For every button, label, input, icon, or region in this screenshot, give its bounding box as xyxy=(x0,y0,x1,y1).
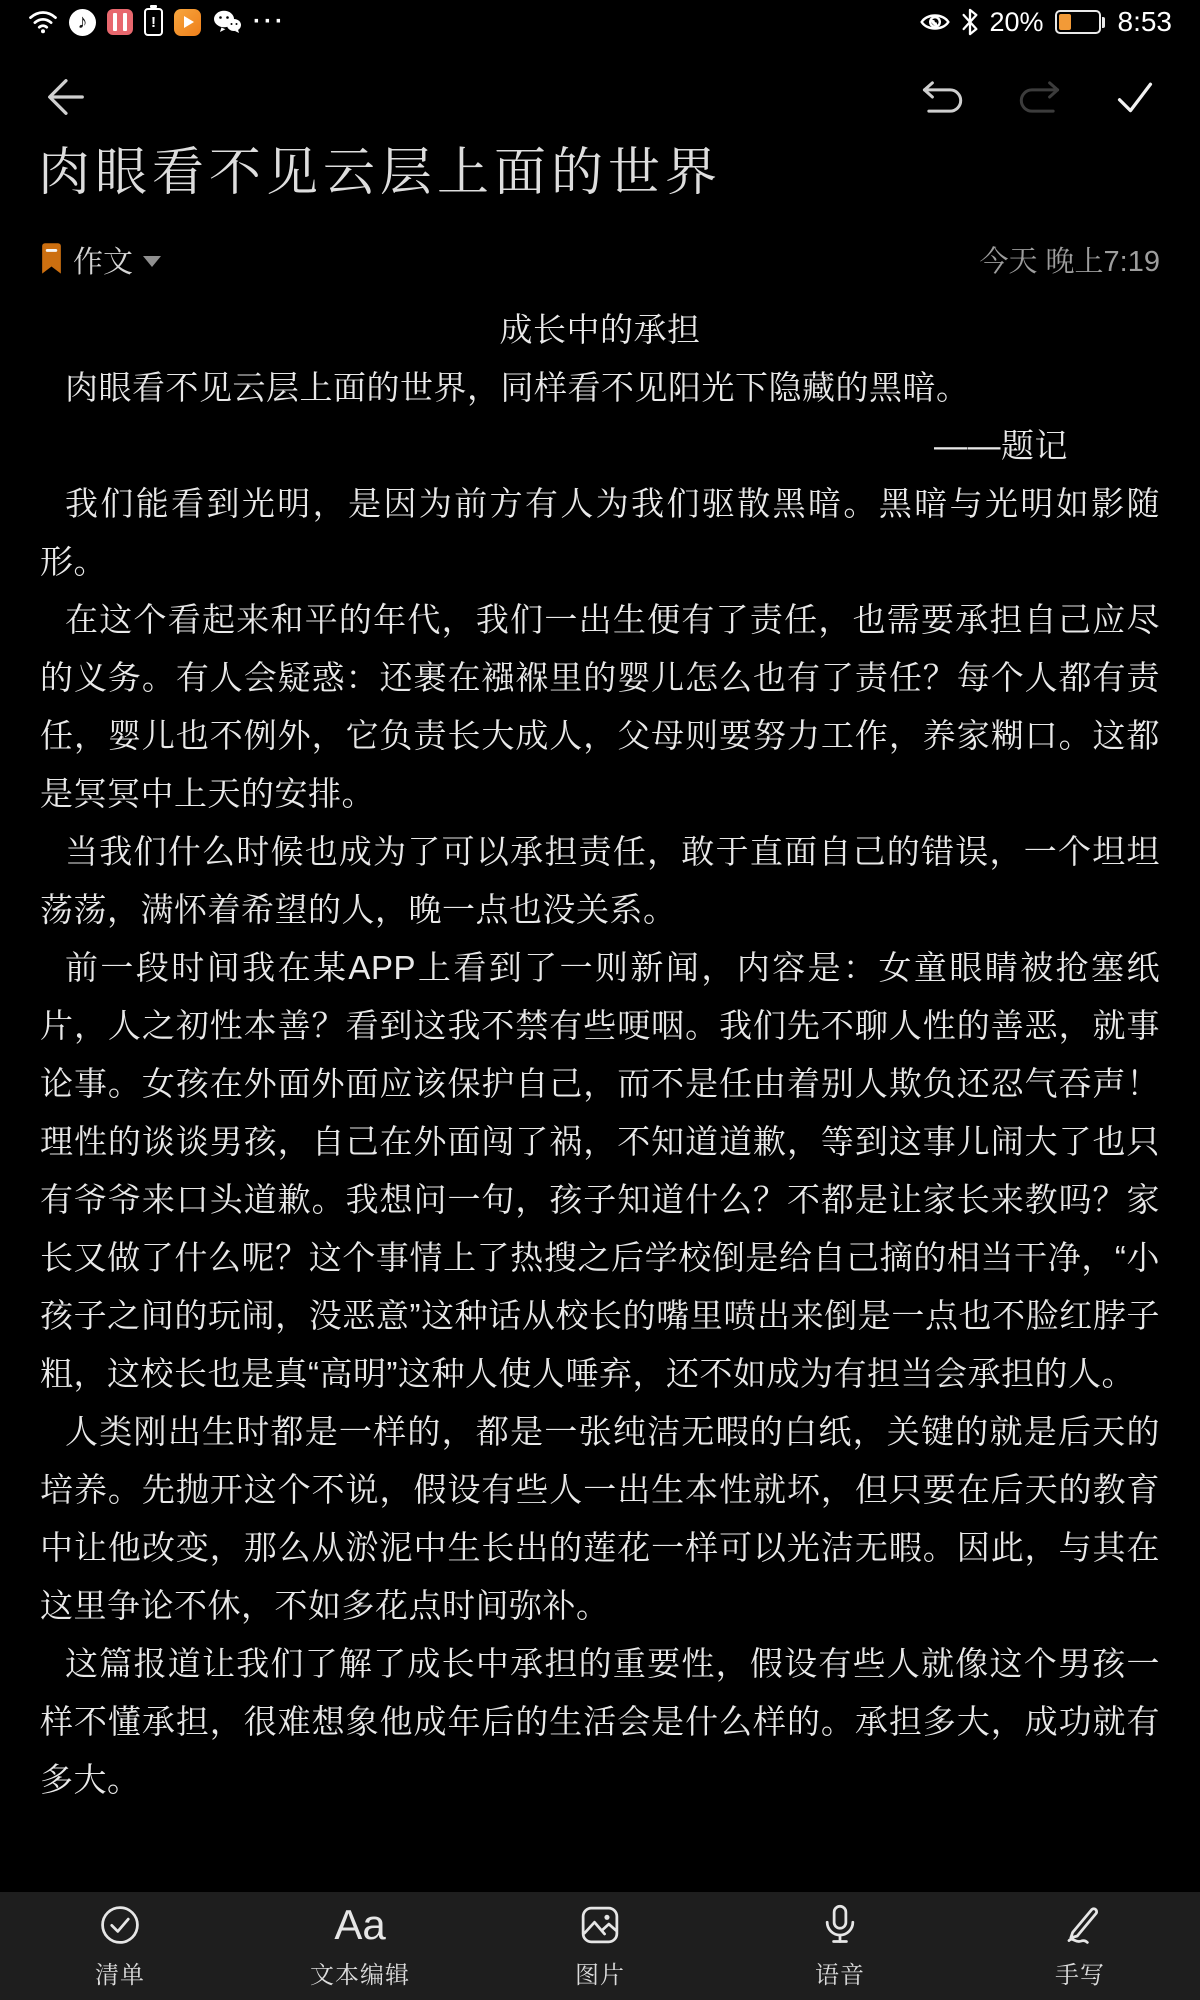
body-paragraph[interactable]: 成长中的承担 xyxy=(499,311,701,348)
bookmark-icon xyxy=(40,243,63,275)
app-bar xyxy=(0,56,1200,138)
confirm-button[interactable] xyxy=(1112,77,1158,117)
body-paragraph[interactable]: 我们能看到光明，是因为前方有人为我们驱散黑暗。黑暗与光明如影随形。 xyxy=(40,485,1160,580)
battery-percent: 20% xyxy=(989,6,1044,37)
toolbar-label: 清单 xyxy=(95,1962,145,1989)
handwriting-icon xyxy=(1058,1902,1102,1948)
body-paragraph[interactable]: 前一段时间我在某APP上看到了一则新闻，内容是：女童眼睛被抢塞纸片，人之初性本善？看到这我不禁有些哽咽。我们先不聊人性的善恶，就事论事。女孩在外面外面应该保护自己，而不是任由着别人欺负还忍气吞声！理性的谈谈男孩，自己在外面闯了祸，不知道道歉，等到这事儿闹大了也只有爷爷来口头道歉。我想问一句，孩子知道什么？不都是让家长来教吗？家长又做了什么呢？这个事情上了热搜之后学校倒是给自己摘的相当干净，“小孩子之间的玩闹，没恶意”这种话从校长的嘴里喷出来倒是一点也不脸红脖子粗，这校长也是真“高明”这种人使人唾弃，还不如成为有担当会承担的人。 xyxy=(40,949,1160,1392)
text-edit-icon: Aa xyxy=(334,1901,386,1948)
bluetooth-icon xyxy=(960,8,980,36)
undo-button[interactable] xyxy=(920,80,966,114)
body-paragraph[interactable]: 人类刚出生时都是一样的，都是一张纯洁无暇的白纸，关键的就是后天的培养。先抛开这个不说，假设有些人一出生本性就坏，但只要在后天的教育中让他改变，那么从淤泥中生长出的莲花一样可以光洁无暇。因此，与其在这里争论不休，不如多花点时间弥补。 xyxy=(40,1413,1160,1624)
toolbar-handwriting-button[interactable] xyxy=(960,1892,1200,2000)
check-icon xyxy=(1112,77,1158,117)
toolbar-voice-button[interactable] xyxy=(720,1892,960,2000)
music-app-icon: ♪ xyxy=(69,9,96,36)
body-paragraph[interactable]: 肉眼看不见云层上面的世界，同样看不见阳光下隐藏的黑暗。 xyxy=(65,369,970,406)
chevron-down-icon xyxy=(143,256,161,267)
video-app-icon xyxy=(174,9,201,36)
back-arrow-icon xyxy=(42,74,88,120)
book-app-icon xyxy=(107,9,133,35)
more-notifications-icon: ··· xyxy=(253,8,286,35)
battery-icon xyxy=(1055,10,1105,34)
tag-selector[interactable] xyxy=(40,237,161,281)
toolbar-label: 图片 xyxy=(575,1962,625,1989)
wifi-icon xyxy=(28,9,58,35)
battery-alert-icon: ! xyxy=(144,8,163,36)
back-button[interactable] xyxy=(42,74,88,120)
voice-icon xyxy=(818,1902,862,1948)
image-icon xyxy=(578,1902,622,1948)
note-timestamp: 今天 晚上7:19 xyxy=(979,245,1160,278)
body-paragraph[interactable]: 这篇报道让我们了解了成长中承担的重要性，假设有些人就像这个男孩一样不懂承担，很难想象他成年后的生活会是什么样的。承担多大，成功就有多大。 xyxy=(40,1645,1160,1798)
note-meta-row xyxy=(40,238,1160,280)
toolbar-image-button[interactable] xyxy=(480,1892,720,2000)
toolbar-label: 语音 xyxy=(815,1962,865,1989)
status-bar-system-icons xyxy=(919,6,1172,38)
clock-time: 8:53 xyxy=(1117,6,1172,37)
body-paragraph[interactable]: 在这个看起来和平的年代，我们一出生便有了责任，也需要承担自己应尽的义务。有人会疑惑：还裹在襁褓里的婴儿怎么也有了责任？每个人都有责任，婴儿也不例外，它负责长大成人，父母则要努力工作，养家糊口。这都是冥冥中上天的安排。 xyxy=(40,601,1160,812)
toolbar-checklist-button[interactable] xyxy=(0,1892,240,2000)
body-paragraph[interactable]: 当我们什么时候也成为了可以承担责任，敢于直面自己的错误，一个坦坦荡荡，满怀着希望的人，晚一点也没关系。 xyxy=(40,833,1160,928)
undo-icon xyxy=(920,80,966,114)
note-editor-body[interactable] xyxy=(40,301,1160,1809)
toolbar-label: 文本编辑 xyxy=(310,1962,410,1989)
status-bar-notification-icons xyxy=(28,8,286,36)
wechat-icon xyxy=(212,9,242,35)
redo-icon xyxy=(1016,80,1062,114)
note-title[interactable]: 肉眼看不见云层上面的世界 xyxy=(38,144,723,202)
bottom-toolbar xyxy=(0,1892,1200,2000)
eye-comfort-icon xyxy=(919,9,951,35)
checklist-icon xyxy=(98,1902,142,1948)
redo-button[interactable] xyxy=(1016,80,1062,114)
body-paragraph[interactable]: ——题记 xyxy=(934,427,1068,464)
tag-label: 作文 xyxy=(73,246,133,279)
status-bar xyxy=(0,0,1200,44)
toolbar-label: 手写 xyxy=(1055,1962,1105,1989)
toolbar-text-edit-button[interactable] xyxy=(240,1892,480,2000)
